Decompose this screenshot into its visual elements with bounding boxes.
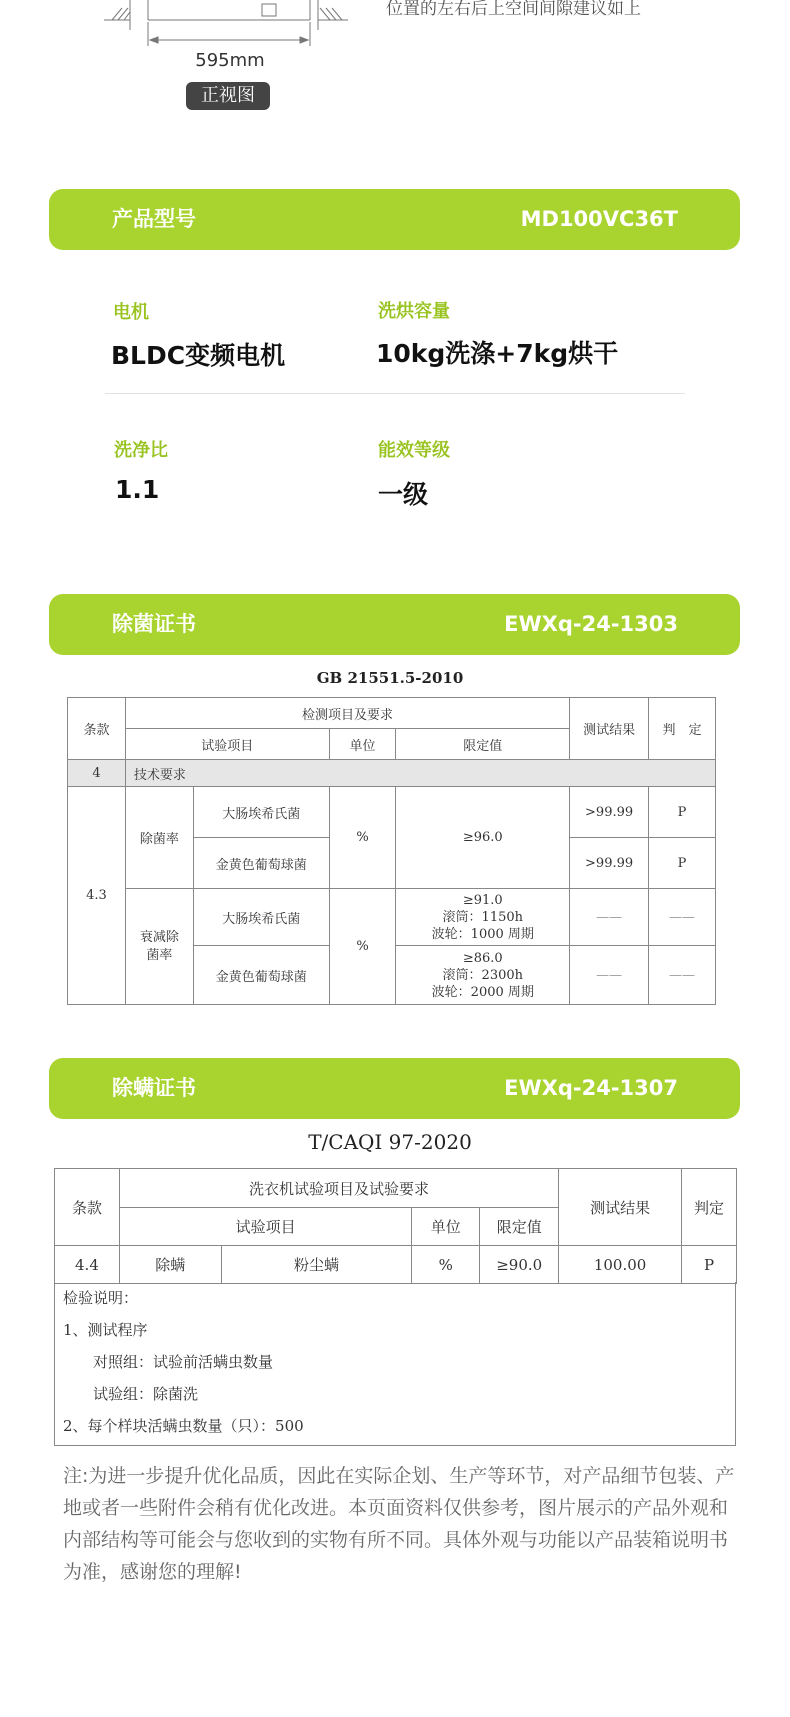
category: 除螨	[119, 1246, 221, 1284]
limit-line: 波轮：1000 周期	[431, 926, 534, 942]
installation-diagram	[0, 0, 790, 120]
note-line: 2、每个样块活螨虫数量（只）：500	[63, 1417, 304, 1435]
test-item: 大肠埃希氏菌	[193, 889, 329, 946]
model-label: 产品型号	[112, 207, 196, 231]
header-group: 洗衣机试验项目及试验要求	[119, 1169, 558, 1208]
sterilization-label: 除菌证书	[112, 612, 196, 636]
mite-cert-number: EWXq-24-1307	[504, 1076, 678, 1100]
disclaimer-text: 注:为进一步提升优化品质，因此在实际企划、生产等环节，对产品细节包装、产地或者一些附件会稍有优化改进。本页面资料仅供参考，图片展示的产品外观和内部结构等可能会与您收到的实物有所不同。具体外观与功能以产品装箱说明书为准，感谢您的理解!	[63, 1465, 735, 1583]
note-line: 对照组：试验前活螨虫数量	[63, 1353, 274, 1371]
spec-value-energy: 一级	[378, 480, 429, 509]
test-notes	[54, 1282, 736, 1446]
result: 100.00	[559, 1246, 682, 1284]
judgement: P	[649, 838, 716, 889]
table-row	[68, 787, 716, 838]
front-view-badge: 正视图	[186, 82, 270, 110]
spec-value-wash-ratio: 1.1	[115, 475, 160, 504]
result: >99.99	[570, 787, 649, 838]
header-clause: 条款	[68, 698, 126, 760]
test-item: 大肠埃希氏菌	[193, 787, 329, 838]
mite-bar	[49, 1058, 740, 1119]
header-result: 测试结果	[570, 698, 649, 760]
sterilization-bar	[49, 594, 740, 655]
model-bar	[49, 189, 740, 250]
header-result: 测试结果	[559, 1169, 682, 1246]
limit-line: 波轮：2000 周期	[431, 984, 534, 1000]
judgement: ——	[649, 946, 716, 1005]
clause-number: 4.3	[68, 787, 126, 1005]
spec-label-motor: 电机	[113, 302, 149, 323]
group-name-text: 衰减除菌率	[139, 929, 179, 963]
section-clause: 4	[68, 760, 126, 787]
model-number: MD100VC36T	[520, 207, 678, 231]
judgement: P	[682, 1246, 737, 1284]
clearance-note: 位置的左右后上空间间隙建议如上	[386, 0, 641, 19]
header-judgement: 判定	[682, 1169, 737, 1246]
table-row	[55, 1246, 737, 1284]
header-limit: 限定值	[396, 729, 570, 760]
result: ——	[570, 946, 649, 1005]
header-judgement: 判 定	[649, 698, 716, 760]
note-line: 试验组：除菌洗	[63, 1385, 199, 1403]
spec-value-capacity: 10kg洗涤+7kg烘干	[376, 339, 619, 368]
limit-line: ≥91.0	[462, 892, 503, 908]
limit-line: ≥86.0	[462, 950, 503, 966]
spec-divider	[105, 393, 685, 394]
section-name: 技术要求	[125, 760, 715, 787]
limit-line: 滚筒：1150h	[442, 909, 524, 925]
header-unit: 单位	[329, 729, 396, 760]
sterilization-cert-number: EWXq-24-1303	[504, 612, 678, 636]
header-clause: 条款	[55, 1169, 120, 1246]
unit: %	[329, 889, 396, 1005]
result: >99.99	[570, 838, 649, 889]
header-limit: 限定值	[480, 1208, 559, 1246]
mite-table	[54, 1168, 737, 1284]
group-name: 除菌率	[125, 787, 193, 889]
group-name	[125, 889, 193, 1005]
test-item: 金黄色葡萄球菌	[193, 838, 329, 889]
judgement: ——	[649, 889, 716, 946]
note-line: 检验说明：	[63, 1289, 139, 1307]
test-item: 粉尘螨	[221, 1246, 412, 1284]
limit: ≥96.0	[396, 787, 570, 889]
header-unit: 单位	[412, 1208, 480, 1246]
note-line: 1、测试程序	[63, 1321, 148, 1339]
width-dimension: 595mm	[195, 50, 265, 71]
clause-number: 4.4	[55, 1246, 120, 1284]
table-row	[68, 889, 716, 946]
limit: ≥90.0	[480, 1246, 559, 1284]
unit: %	[329, 787, 396, 889]
test-item: 金黄色葡萄球菌	[193, 946, 329, 1005]
mite-standard: T/CAQI 97-2020	[308, 1130, 472, 1154]
sterilization-standard: GB 21551.5-2010	[316, 669, 464, 687]
unit: %	[412, 1246, 480, 1284]
judgement: P	[649, 787, 716, 838]
limit	[396, 946, 570, 1005]
header-group: 检测项目及要求	[125, 698, 569, 729]
spec-label-wash-ratio: 洗净比	[114, 440, 168, 461]
header-item: 试验项目	[119, 1208, 411, 1246]
sterilization-table	[67, 697, 716, 1005]
spec-value-motor: BLDC变频电机	[111, 341, 286, 370]
header-item: 试验项目	[125, 729, 329, 760]
limit	[396, 889, 570, 946]
result: ——	[570, 889, 649, 946]
mite-label: 除螨证书	[112, 1076, 196, 1100]
limit-line: 滚筒：2300h	[442, 967, 524, 983]
spec-label-energy: 能效等级	[378, 440, 450, 461]
spec-label-capacity: 洗烘容量	[378, 301, 450, 322]
